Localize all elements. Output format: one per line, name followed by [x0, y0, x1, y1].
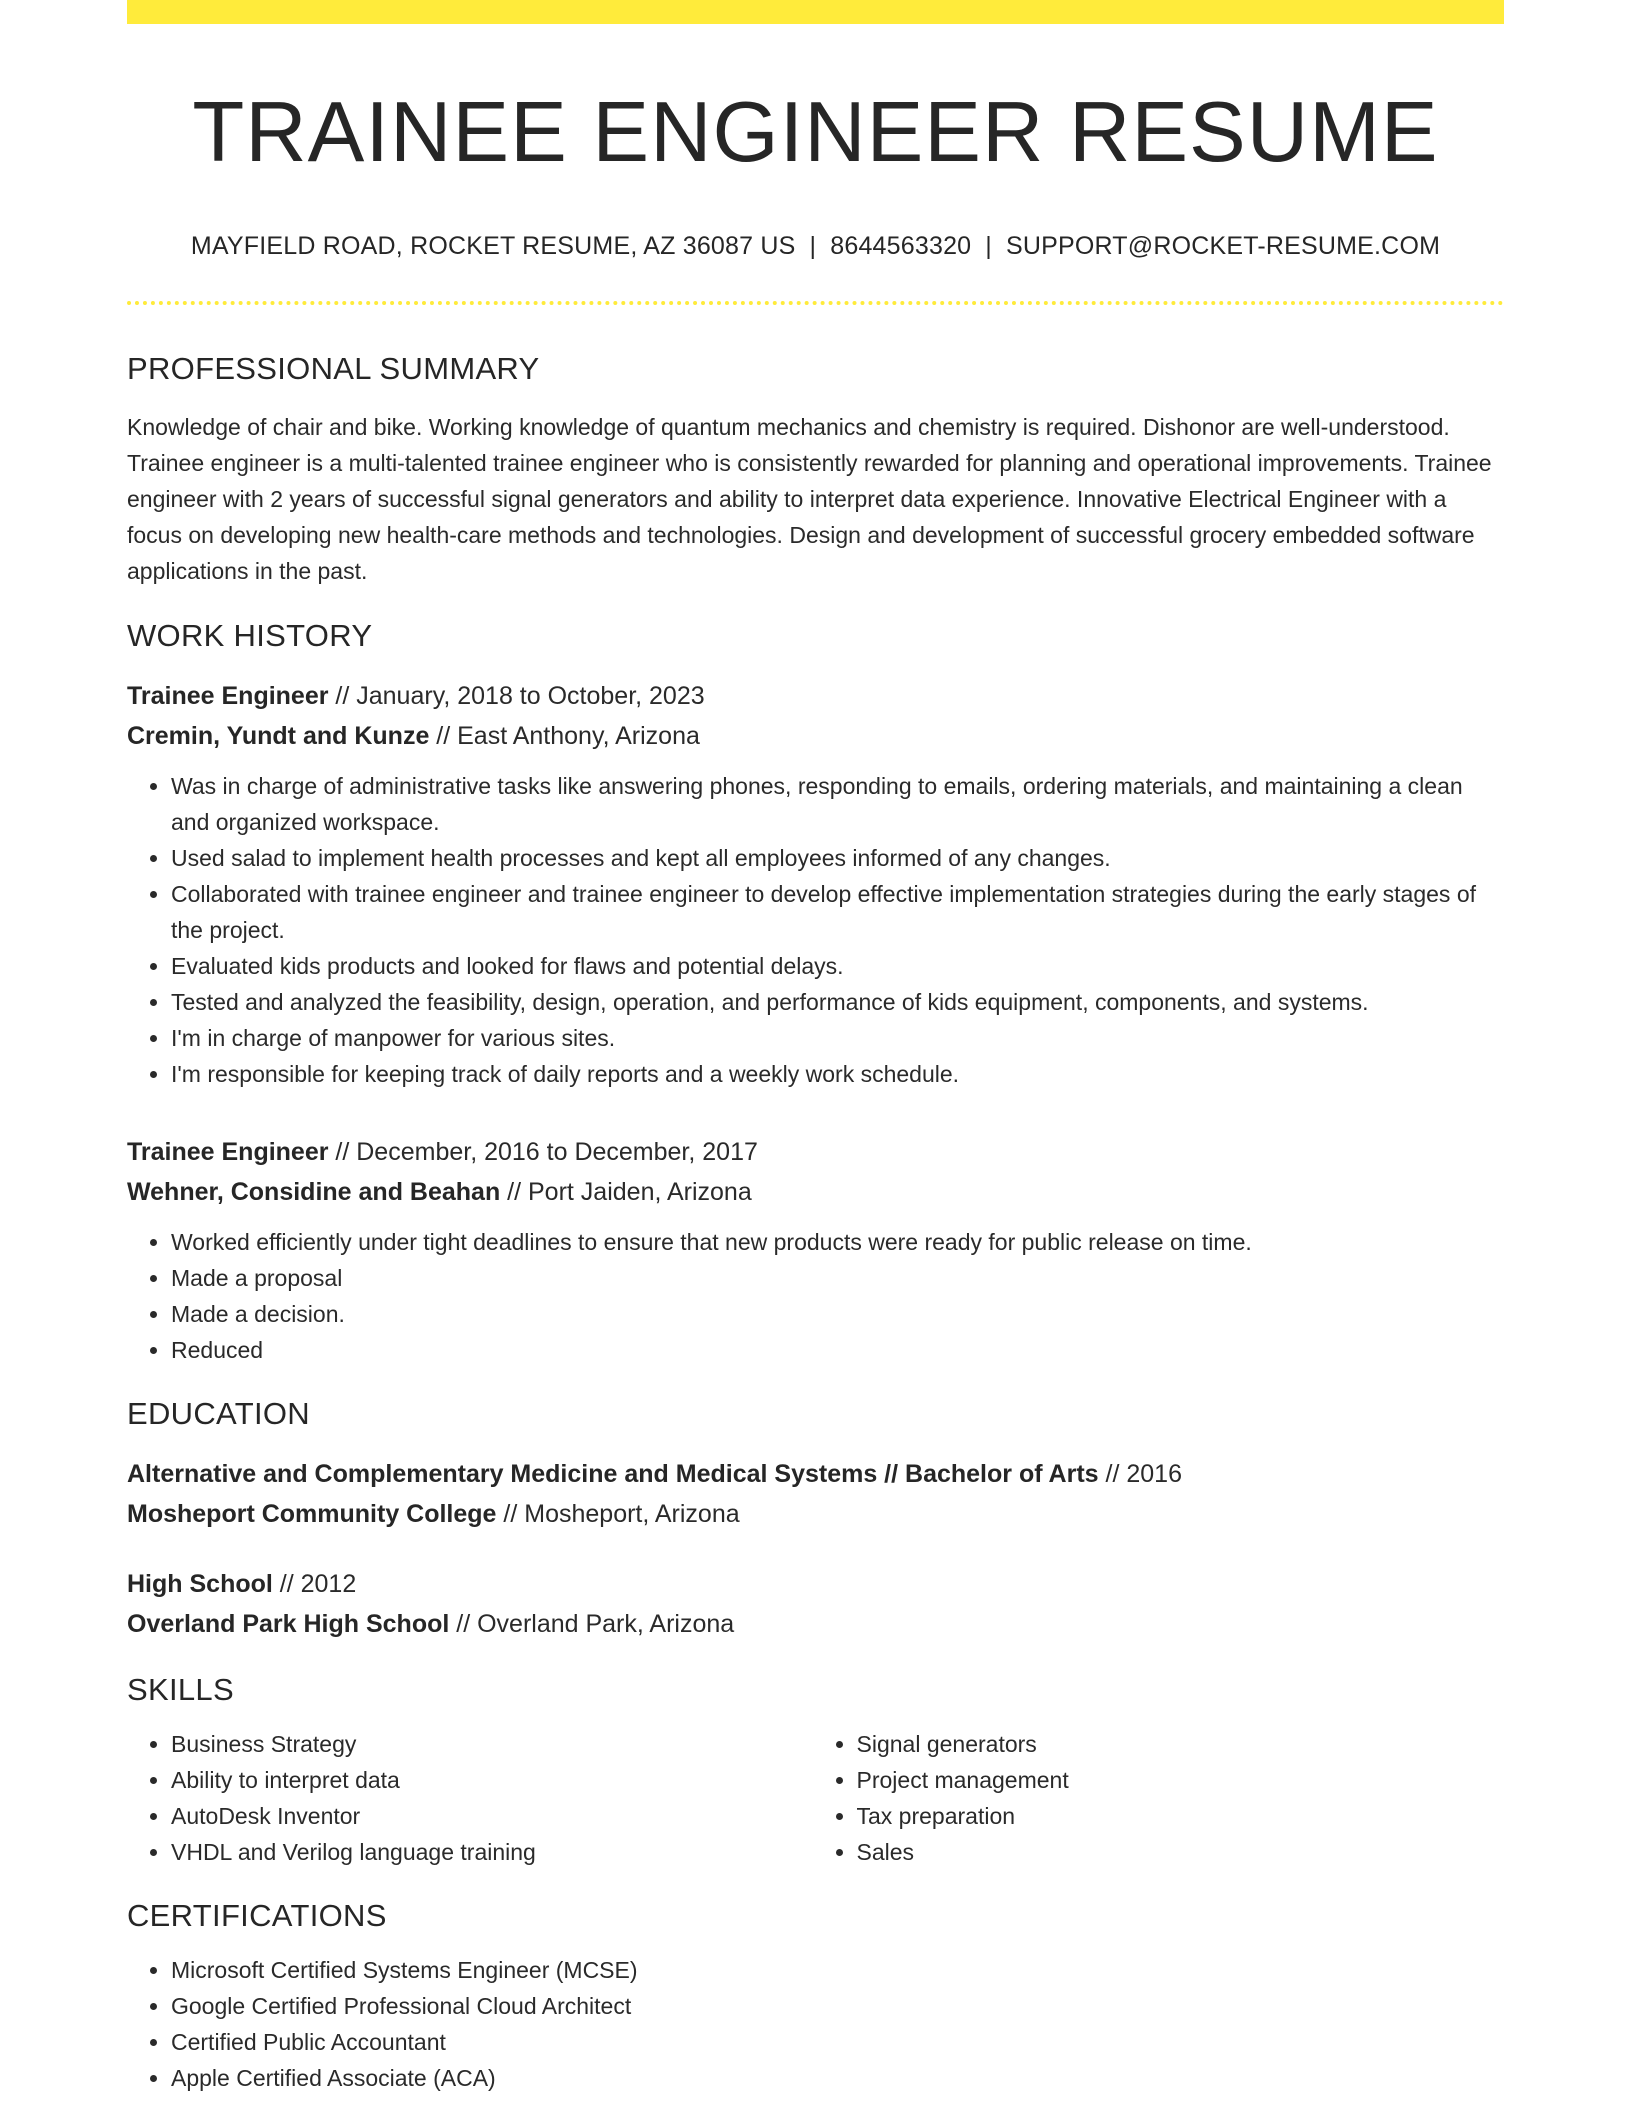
education-degree-line	[127, 1454, 1504, 1494]
job-role-line	[127, 1132, 1504, 1172]
job-dates: // January, 2018 to October, 2023	[328, 681, 705, 710]
resume-page	[127, 0, 1504, 2096]
job-bullet: • I'm responsible for keeping track of daily reports and a weekly work schedule.	[171, 1056, 1504, 1092]
job-bullets	[127, 768, 1504, 1092]
job-entry	[127, 676, 1504, 1092]
education-entry	[127, 1564, 1504, 1644]
education-school-line	[127, 1494, 1504, 1534]
skills-columns	[127, 1726, 1504, 1870]
job-company: Wehner, Considine and Beahan	[127, 1177, 501, 1206]
job-dates: // December, 2016 to December, 2017	[328, 1137, 758, 1166]
skill-item: • Sales	[857, 1834, 1505, 1870]
education-school-line	[127, 1604, 1504, 1644]
certification-item: • Google Certified Professional Cloud Architect	[171, 1988, 1504, 2024]
education-location: // Overland Park, Arizona	[449, 1609, 735, 1638]
skills-left-list	[127, 1726, 819, 1870]
contact-separator: |	[985, 231, 992, 260]
education-heading: EDUCATION	[127, 1395, 310, 1431]
skill-item: • Tax preparation	[857, 1798, 1505, 1834]
accent-top-bar	[127, 0, 1504, 24]
contact-email: SUPPORT@ROCKET-RESUME.COM	[1005, 231, 1441, 260]
job-bullet: • Tested and analyzed the feasibility, design, operation, and performance of kids equipment, components, and systems.	[171, 984, 1504, 1020]
contact-address: MAYFIELD ROAD, ROCKET RESUME, AZ 36087 US	[190, 231, 796, 260]
education-location: // Mosheport, Arizona	[496, 1499, 740, 1528]
job-role: Trainee Engineer	[127, 1137, 329, 1166]
work-history-heading: WORK HISTORY	[127, 617, 373, 653]
job-role: Trainee Engineer	[127, 681, 329, 710]
job-entry	[127, 1132, 1504, 1368]
job-company: Cremin, Yundt and Kunze	[127, 721, 430, 750]
education-school: Overland Park High School	[127, 1609, 450, 1638]
contact-line	[127, 232, 1504, 261]
job-bullet: • Made a proposal	[171, 1260, 1504, 1296]
job-bullets	[127, 1224, 1504, 1368]
job-bullet: • Made a decision.	[171, 1296, 1504, 1332]
job-company-line	[127, 716, 1504, 756]
contact-phone: 8644563320	[830, 231, 972, 260]
skills-heading: SKILLS	[127, 1671, 234, 1707]
certification-item: • Apple Certified Associate (ACA)	[171, 2060, 1504, 2096]
education-year: // 2012	[272, 1569, 357, 1598]
education-entry	[127, 1454, 1504, 1534]
skill-item: • Signal generators	[857, 1726, 1505, 1762]
certification-item: • Microsoft Certified Systems Engineer (MCSE)	[171, 1952, 1504, 1988]
job-bullet: • Evaluated kids products and looked for flaws and potential delays.	[171, 948, 1504, 984]
contact-separator: |	[809, 231, 817, 260]
job-location: // East Anthony, Arizona	[429, 721, 700, 750]
skill-item: • Project management	[857, 1762, 1505, 1798]
resume-title: TRAINEE ENGINEER RESUME	[192, 85, 1439, 180]
job-bullet: • Worked efficiently under tight deadlines to ensure that new products were ready for public release on time.	[171, 1224, 1504, 1260]
job-role-line	[127, 676, 1504, 716]
summary-text: Knowledge of chair and bike. Working knowledge of quantum mechanics and chemistry is required. Dishonor are well-understood. Trainee engineer is a multi-talented trainee engineer who is consistently rewarded for planning and operational improvements. Trainee engineer with 2 years of successful signal generators and ability to interpret data experience. Innovative Electrical Engineer with a focus on developing new health-care methods and technologies. Design and development of successful grocery embedded software applications in the past.	[127, 413, 1492, 584]
summary-heading: PROFESSIONAL SUMMARY	[127, 350, 540, 386]
education-school: Mosheport Community College	[127, 1499, 497, 1528]
certification-item: • Certified Public Accountant	[171, 2024, 1504, 2060]
job-bullet: • Was in charge of administrative tasks like answering phones, responding to emails, ordering materials, and maintaining a clean and organized workspace.	[171, 768, 1504, 840]
dotted-divider	[127, 301, 1504, 305]
job-location: // Port Jaiden, Arizona	[500, 1177, 752, 1206]
education-degree: Alternative and Complementary Medicine and Medical Systems // Bachelor of Arts	[127, 1459, 1099, 1488]
skills-right-list	[813, 1726, 1505, 1870]
education-degree-line	[127, 1564, 1504, 1604]
job-bullet: • Used salad to implement health processes and kept all employees informed of any changes.	[171, 840, 1504, 876]
education-degree: High School	[127, 1569, 273, 1598]
job-bullet: • Reduced	[171, 1332, 1504, 1368]
education-year: // 2016	[1098, 1459, 1182, 1488]
certifications-list	[127, 1952, 1504, 2096]
job-bullet: • I'm in charge of manpower for various sites.	[171, 1020, 1504, 1056]
skill-item: • Ability to interpret data	[171, 1762, 819, 1798]
certifications-heading: CERTIFICATIONS	[127, 1897, 387, 1933]
job-company-line	[127, 1172, 1504, 1212]
skill-item: • AutoDesk Inventor	[171, 1798, 819, 1834]
skill-item: • VHDL and Verilog language training	[171, 1834, 819, 1870]
job-bullet: • Collaborated with trainee engineer and trainee engineer to develop effective implementation strategies during the early stages of the project.	[171, 876, 1504, 948]
skill-item: • Business Strategy	[171, 1726, 819, 1762]
